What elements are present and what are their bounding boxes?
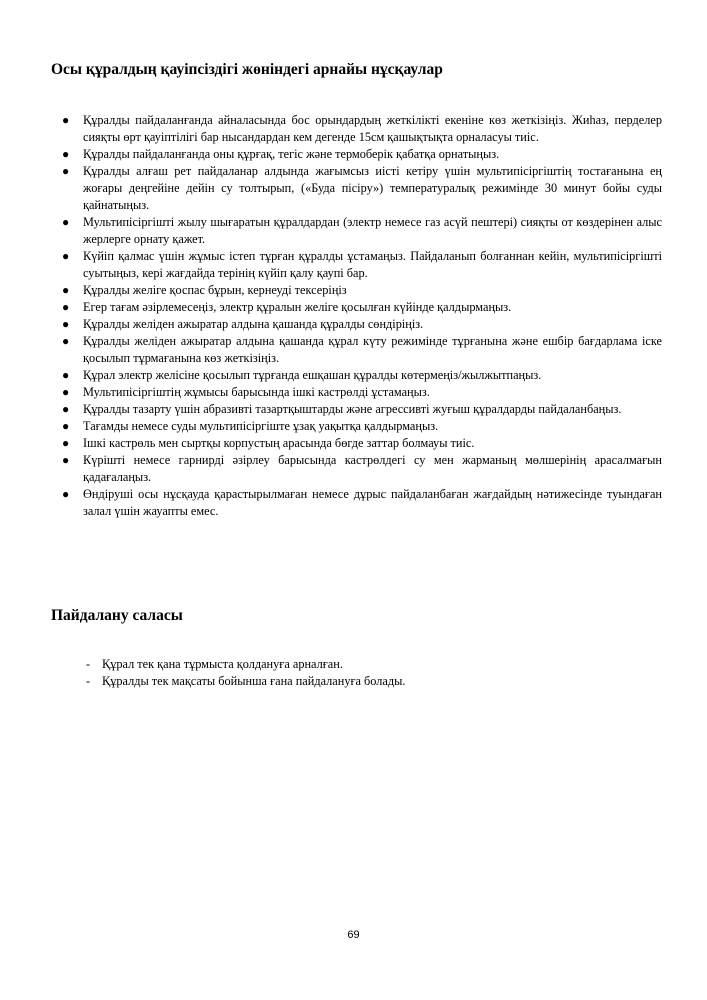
bullet-icon: ●: [62, 249, 70, 263]
list-item-text: Мультипісіргіштің жұмысы барысында ішкі кастрөлді ұстамаңыз.: [83, 385, 430, 399]
list-item: [59, 299, 662, 316]
page-number: 69: [347, 929, 360, 941]
list-item: [59, 282, 662, 299]
list-item: [86, 673, 646, 690]
bullet-icon: ●: [62, 300, 70, 314]
list-item: [59, 146, 662, 163]
list-item-text: Мультипісіргішті жылу шығаратын құралдардан (электр немесе газ асүй пештері) сияқты от көздерінен алыс жерлерге орнату қажет.: [83, 215, 662, 246]
bullet-icon: ●: [62, 453, 70, 467]
list-item-text: Құралды тазарту үшін абразивті тазартқыштарды және агрессивті жуғыш құралдарды пайдаланбаңыз.: [83, 402, 622, 416]
list-item-text: Құралды желіден ажыратар алдына қашанда құрал күту режимінде тұрғанына және ешбір бағдарлама іске қосылып тұрмағанына көз жеткізіңіз.: [83, 334, 662, 365]
bullet-icon: ●: [62, 385, 70, 399]
bullet-icon: ●: [62, 215, 70, 229]
bullet-icon: ●: [62, 402, 70, 416]
list-item-text: Егер тағам әзірлемесеңіз, электр құралын желіге қосылған күйінде қалдырмаңыз.: [83, 300, 512, 314]
bullet-icon: ●: [62, 283, 70, 297]
list-item-text: Құралды пайдаланғанда айналасында бос орындардың жеткілікті екеніне көз жеткізіңіз. Жиһаз, перделер сияқты өрт қауіптілігі бар нысандардан кем дегенде 15см қашықтықта орналасуы тиіс.: [83, 113, 662, 144]
list-item-text: Құралды пайдаланғанда оны құрғақ, тегіс және термоберік қабатқа орнатыңыз.: [83, 147, 500, 161]
bullet-icon: ●: [62, 113, 70, 127]
list-item-text: Ішкі кастрөль мен сыртқы корпустың арасында бөгде заттар болмауы тиіс.: [83, 436, 475, 450]
list-item-text: Құралды желіге қоспас бұрын, кернеуді тексеріңіз: [83, 283, 347, 297]
list-item: [59, 401, 662, 418]
list-item: [59, 112, 662, 146]
list-item: [59, 384, 662, 401]
bullet-icon: ●: [62, 334, 70, 348]
list-item: [59, 418, 662, 435]
list-item-text: Құралды тек мақсаты бойынша ғана пайдалануға болады.: [102, 674, 406, 688]
list-item-text: Өндіруші осы нұсқауда қарастырылмаған немесе дұрыс пайдаланбаған жағдайдың нәтижесінде туындаған залал үшін жауапты емес.: [83, 487, 662, 518]
list-item: [59, 367, 662, 384]
bullet-icon: ●: [62, 419, 70, 433]
list-item-text: Құралды алғаш рет пайдаланар алдында жағымсыз иісті кетіру үшін мультипісіргіштің тостағанына ең жоғары деңгейіне дейін су толтырып, («Буда пісіру») температуралық режимінде 30 минут бойы суды қайнатыңыз.: [83, 164, 662, 212]
usage-section-title: Пайдалану саласы: [51, 607, 183, 624]
list-item-text: Тағамды немесе суды мультипісіргіште ұзақ уақытқа қалдырмаңыз.: [83, 419, 439, 433]
list-item: [59, 163, 662, 214]
list-item-text: Күрішті немесе гарнирді әзірлеу барысында кастрөлдегі су мен жарманың мөлшерінің арасалмағын қадағалаңыз.: [83, 453, 662, 484]
bullet-icon: ●: [62, 164, 70, 178]
list-item: [59, 214, 662, 248]
safety-instructions-list: [59, 112, 662, 520]
bullet-icon: ●: [62, 368, 70, 382]
bullet-icon: ●: [62, 317, 70, 331]
list-item-text: Құралды желіден ажыратар алдына қашанда құралды сөндіріңіз.: [83, 317, 424, 331]
list-item: [59, 452, 662, 486]
list-item: [59, 435, 662, 452]
bullet-icon: ●: [62, 147, 70, 161]
list-item: [59, 486, 662, 520]
list-item: [59, 248, 662, 282]
list-item-text: Құрал электр желісіне қосылып тұрғанда ешқашан құралды көтермеңіз/жылжытпаңыз.: [83, 368, 542, 382]
list-item: [86, 656, 646, 673]
list-item-text: Күйіп қалмас үшін жұмыс істеп тұрған құралды ұстамаңыз. Пайдаланып болғаннан кейін, мультипісіргішті суытыңыз, кері жағдайда терінің күйіп қалу қаупі бар.: [83, 249, 662, 280]
bullet-icon: ●: [62, 487, 70, 501]
usage-list: [86, 656, 646, 690]
list-item-text: Құрал тек қана тұрмыста қолдануға арналған.: [102, 657, 343, 671]
list-item: [59, 316, 662, 333]
bullet-icon: ●: [62, 436, 70, 450]
list-item: [59, 333, 662, 367]
dash-marker: -: [86, 657, 91, 671]
safety-section-title: Осы құралдың қауіпсіздігі жөніндегі арнайы нұсқаулар: [51, 61, 443, 78]
dash-marker: -: [86, 674, 91, 688]
